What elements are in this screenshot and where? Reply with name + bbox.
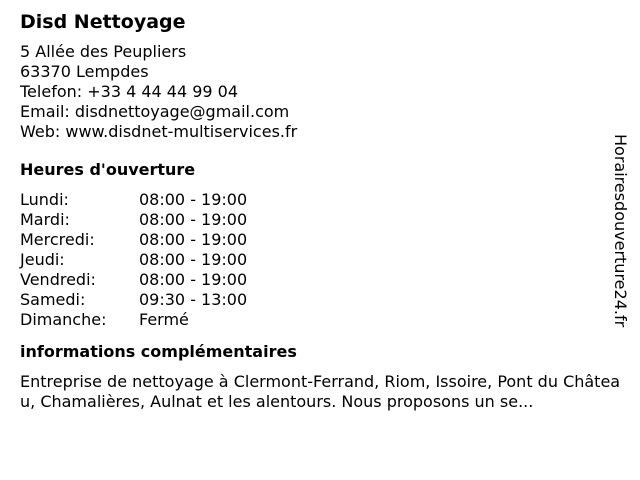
hours-row-sunday (20, 310, 632, 330)
day-label: Mardi: (20, 210, 70, 229)
hours-row-tuesday (20, 210, 632, 230)
hours-row-friday (20, 270, 632, 290)
contact-block (20, 42, 632, 142)
opening-hours-table (20, 190, 632, 330)
time-value: 09:30 - 13:00 (139, 290, 248, 309)
time-value: 08:00 - 19:00 (139, 210, 248, 229)
site-watermark: Horairesdouverture24.fr (611, 134, 630, 328)
business-card (20, 8, 632, 412)
time-value: 08:00 - 19:00 (139, 190, 248, 209)
time-value: 08:00 - 19:00 (139, 270, 248, 289)
day-label: Lundi: (20, 190, 69, 209)
business-name: Disd Nettoyage (20, 11, 186, 33)
email-line: Email: disdnettoyage@gmail.com (20, 102, 290, 121)
day-label: Dimanche: (20, 310, 107, 329)
phone-line: Telefon: +33 4 44 44 99 04 (20, 82, 239, 101)
additional-info-title: informations complémentaires (20, 342, 297, 361)
time-value: 08:00 - 19:00 (139, 230, 248, 249)
address-line-2: 63370 Lempdes (20, 62, 149, 81)
day-label: Mercredi: (20, 230, 95, 249)
web-line: Web: www.disdnet-multiservices.fr (20, 122, 298, 141)
hours-row-saturday (20, 290, 632, 310)
opening-hours-title: Heures d'ouverture (20, 160, 196, 179)
address-line-1: 5 Allée des Peupliers (20, 42, 187, 61)
hours-row-wednesday (20, 230, 632, 250)
time-value: 08:00 - 19:00 (139, 250, 248, 269)
hours-row-thursday (20, 250, 632, 270)
time-value: Fermé (139, 310, 189, 329)
day-label: Vendredi: (20, 270, 96, 289)
business-description: Entreprise de nettoyage à Clermont-Ferrand, Riom, Issoire, Pont du Château, Chamalières, Aulnat et les alentours. Nous proposons un se... (20, 372, 621, 411)
day-label: Jeudi: (20, 250, 65, 269)
day-label: Samedi: (20, 290, 86, 309)
hours-row-monday (20, 190, 632, 210)
